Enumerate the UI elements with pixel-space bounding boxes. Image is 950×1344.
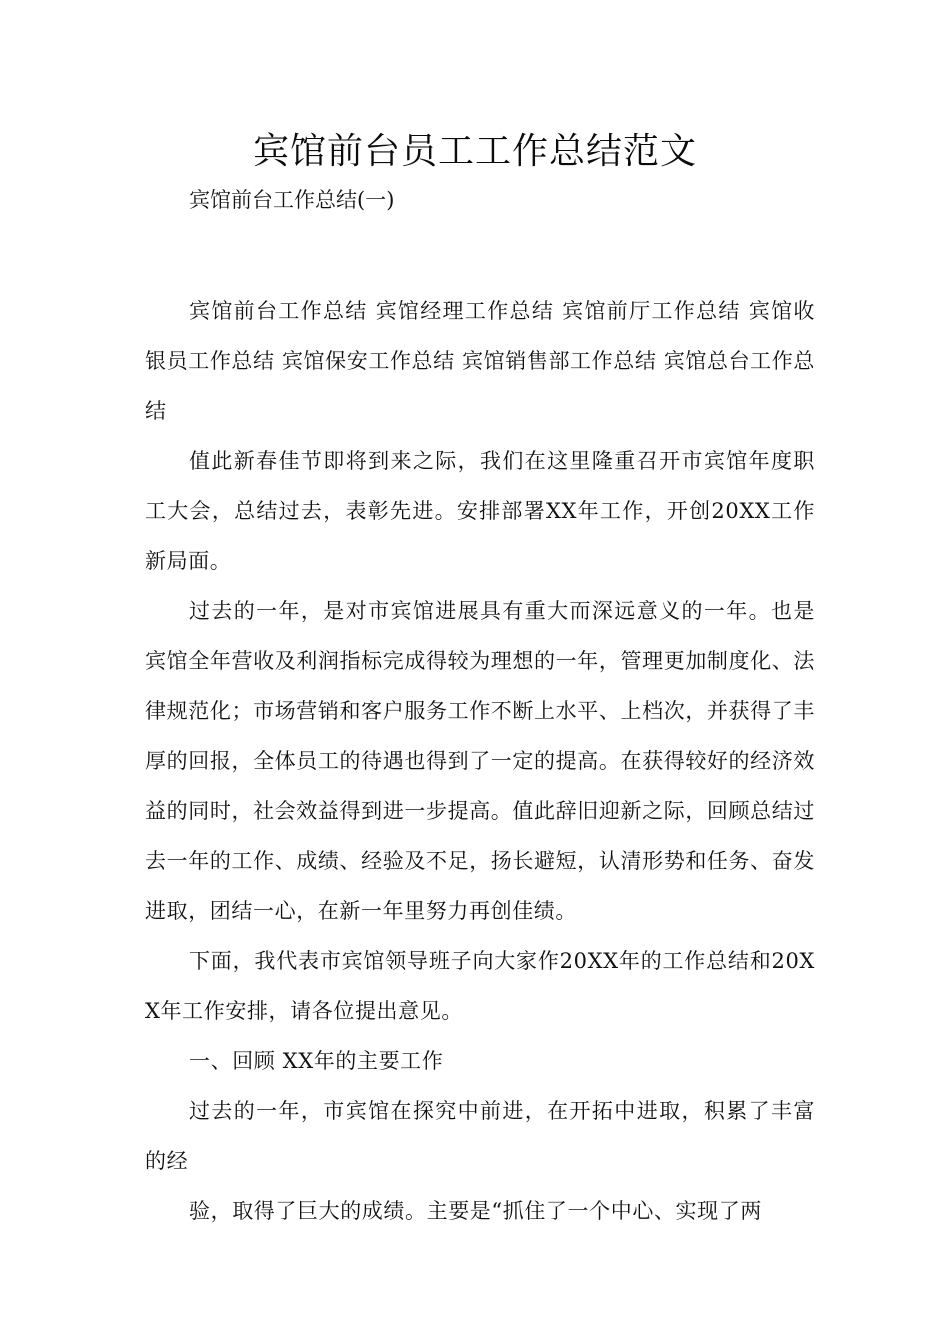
paragraph-experience: 验，取得了巨大的成绩。主要是“抓住了一个中心、实现了两 xyxy=(189,1199,762,1223)
section-heading-review: 一、回顾 XX年的主要工作 xyxy=(189,1049,444,1073)
document-body xyxy=(145,286,815,1236)
paragraph-opening: 值此新春佳节即将到来之际，我们在这里隆重召开市宾馆年度职工大会，总结过去，表彰先进。安排部署XX年工作，开创20XX工作新局面。 xyxy=(145,449,815,573)
document-title: 宾馆前台员工工作总结范文 xyxy=(252,131,697,172)
paragraph-progress: 过去的一年，市宾馆在探究中前进，在开拓中进取，积累了丰富的经 xyxy=(145,1099,815,1173)
document-subtitle: 宾馆前台工作总结(一) xyxy=(189,188,395,212)
paragraph-year-review: 过去的一年，是对市宾馆进展具有重大而深远意义的一年。也是宾馆全年营收及利润指标完成得较为理想的一年，管理更加制度化、法律规范化；市场营销和客户服务工作不断上水平、上档次，并获得了丰厚的回报，全体员工的待遇也得到了一定的提高。在获得较好的经济效益的同时，社会效益得到进一步提高。值此辞旧迎新之际，回顾总结过去一年的工作、成绩、经验及不足，扬长避短，认清形势和任务、奋发进取，团结一心，在新一年里努力再创佳绩。 xyxy=(145,599,815,923)
paragraph-related-summaries: 宾馆前台工作总结 宾馆经理工作总结 宾馆前厅工作总结 宾馆收银员工作总结 宾馆保安工作总结 宾馆销售部工作总结 宾馆总台工作总结 xyxy=(145,299,815,423)
paragraph-report-intro: 下面，我代表市宾馆领导班子向大家作20XX年的工作总结和20XX年工作安排，请各位提出意见。 xyxy=(145,949,815,1023)
